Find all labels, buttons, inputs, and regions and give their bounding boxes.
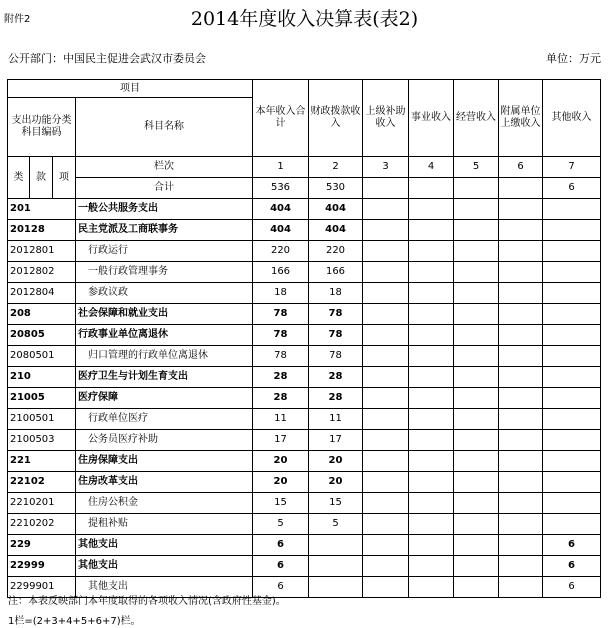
row-value: 404 [309, 199, 363, 220]
row-value: 78 [309, 346, 363, 367]
row-subject-name: 医疗保障 [76, 388, 253, 409]
row-value [499, 556, 543, 577]
row-code: 21005 [8, 388, 76, 409]
row-subject-name: 民主党派及工商联事务 [76, 220, 253, 241]
row-value: 11 [253, 409, 309, 430]
col-number: 5 [454, 157, 499, 178]
income-table [7, 79, 601, 598]
row-subject-name: 行政单位医疗 [76, 409, 253, 430]
row-code: 2299901 [8, 577, 76, 598]
row-code: 2012801 [8, 241, 76, 262]
row-value [363, 283, 409, 304]
row-value [543, 283, 601, 304]
row-value [499, 577, 543, 598]
department-label: 公开部门：中国民主促进会武汉市委员会 [8, 52, 206, 65]
header-section: 款 [30, 157, 53, 199]
row-value [409, 493, 454, 514]
row-value [499, 367, 543, 388]
table-row [8, 472, 601, 493]
total-value [363, 178, 409, 199]
table-row [8, 388, 601, 409]
row-value [409, 556, 454, 577]
row-value: 28 [253, 388, 309, 409]
row-value: 404 [253, 199, 309, 220]
row-value [454, 493, 499, 514]
row-value: 20 [253, 472, 309, 493]
row-value [454, 388, 499, 409]
row-value: 20 [309, 472, 363, 493]
row-value [409, 472, 454, 493]
row-value: 18 [253, 283, 309, 304]
header-col-2: 财政拨款收入 [309, 80, 363, 157]
row-value [543, 388, 601, 409]
row-value [454, 556, 499, 577]
header-subject-name: 科目名称 [76, 98, 253, 157]
row-value [499, 325, 543, 346]
row-value: 11 [309, 409, 363, 430]
row-value: 6 [543, 577, 601, 598]
row-value [543, 367, 601, 388]
row-value [363, 409, 409, 430]
row-value [543, 262, 601, 283]
row-value [454, 304, 499, 325]
row-value [454, 577, 499, 598]
row-value [499, 220, 543, 241]
row-value [409, 199, 454, 220]
row-value [499, 472, 543, 493]
table-row [8, 325, 601, 346]
row-subject-name: 其他支出 [76, 556, 253, 577]
table-row [8, 283, 601, 304]
row-value [499, 409, 543, 430]
total-value: 536 [253, 178, 309, 199]
header-col-4: 事业收入 [409, 80, 454, 157]
row-code: 2210201 [8, 493, 76, 514]
col-number: 7 [543, 157, 601, 178]
row-value [309, 577, 363, 598]
total-label: 合计 [76, 178, 253, 199]
row-subject-name: 行政事业单位离退休 [76, 325, 253, 346]
unit-label: 单位：万元 [546, 52, 601, 65]
table-row [8, 199, 601, 220]
row-subject-name: 一般行政管理事务 [76, 262, 253, 283]
row-code: 2012802 [8, 262, 76, 283]
row-value [309, 556, 363, 577]
row-value: 166 [309, 262, 363, 283]
row-value [409, 535, 454, 556]
row-code: 2100501 [8, 409, 76, 430]
row-value [409, 304, 454, 325]
row-value [543, 199, 601, 220]
row-value [409, 430, 454, 451]
table-row [8, 493, 601, 514]
row-code: 20128 [8, 220, 76, 241]
row-value [363, 493, 409, 514]
col-number: 6 [499, 157, 543, 178]
row-value [363, 430, 409, 451]
row-value [363, 220, 409, 241]
row-value [409, 325, 454, 346]
note-2: 1栏=(2+3+4+5+6+7)栏。 [8, 616, 141, 627]
row-value: 5 [253, 514, 309, 535]
table-row [8, 304, 601, 325]
row-code: 22102 [8, 472, 76, 493]
note-1: 注：本表反映部门本年度取得的各项收入情况(含政府性基金)。 [8, 596, 286, 607]
row-value [543, 409, 601, 430]
row-value [499, 283, 543, 304]
row-value: 78 [253, 325, 309, 346]
row-value: 28 [309, 367, 363, 388]
row-value [454, 346, 499, 367]
total-value [454, 178, 499, 199]
row-code: 221 [8, 451, 76, 472]
row-value: 20 [253, 451, 309, 472]
row-subject-name: 其他支出 [76, 577, 253, 598]
row-value [363, 304, 409, 325]
header-item: 项目 [8, 80, 253, 98]
table-row [8, 430, 601, 451]
row-subject-name: 提租补贴 [76, 514, 253, 535]
row-subject-name: 行政运行 [76, 241, 253, 262]
row-subject-name: 住房保障支出 [76, 451, 253, 472]
row-value [454, 241, 499, 262]
row-code: 2100503 [8, 430, 76, 451]
row-value [454, 262, 499, 283]
row-code: 201 [8, 199, 76, 220]
row-value [454, 325, 499, 346]
row-subject-name: 住房改革支出 [76, 472, 253, 493]
row-value: 166 [253, 262, 309, 283]
row-value [543, 241, 601, 262]
row-value [409, 241, 454, 262]
row-value [543, 325, 601, 346]
row-code: 20805 [8, 325, 76, 346]
row-subject-name: 医疗卫生与计划生育支出 [76, 367, 253, 388]
row-value [409, 220, 454, 241]
row-value [409, 451, 454, 472]
row-code: 208 [8, 304, 76, 325]
row-value [454, 283, 499, 304]
row-subject-name: 住房公积金 [76, 493, 253, 514]
row-value [543, 451, 601, 472]
row-value [363, 577, 409, 598]
row-value: 5 [309, 514, 363, 535]
table-row [8, 556, 601, 577]
row-value [499, 430, 543, 451]
row-value [454, 514, 499, 535]
row-value: 78 [253, 346, 309, 367]
row-code: 2080501 [8, 346, 76, 367]
row-value: 17 [309, 430, 363, 451]
table-row [8, 367, 601, 388]
row-value: 17 [253, 430, 309, 451]
col-number: 2 [309, 157, 363, 178]
row-value [499, 262, 543, 283]
page-title: 2014年度收入决算表(表2) [190, 8, 419, 30]
row-value: 28 [309, 388, 363, 409]
header-code-group: 支出功能分类科目编码 [8, 98, 76, 157]
row-value: 220 [253, 241, 309, 262]
header-col-index: 栏次 [76, 157, 253, 178]
table-row [8, 514, 601, 535]
row-value: 6 [253, 556, 309, 577]
row-value [363, 325, 409, 346]
total-value: 530 [309, 178, 363, 199]
table-row [8, 241, 601, 262]
row-value: 220 [309, 241, 363, 262]
row-value [543, 514, 601, 535]
col-number: 4 [409, 157, 454, 178]
row-value [499, 346, 543, 367]
row-value [363, 241, 409, 262]
row-value [363, 199, 409, 220]
header-col-6: 附属单位上缴收入 [499, 80, 543, 157]
row-value [499, 493, 543, 514]
row-value [454, 409, 499, 430]
row-value: 6 [543, 556, 601, 577]
table-row [8, 535, 601, 556]
col-number: 3 [363, 157, 409, 178]
row-value [409, 514, 454, 535]
row-value [543, 220, 601, 241]
row-value: 6 [253, 535, 309, 556]
row-value [409, 388, 454, 409]
row-value [543, 472, 601, 493]
row-value [309, 535, 363, 556]
row-value: 28 [253, 367, 309, 388]
row-value [454, 199, 499, 220]
row-subject-name: 参政议政 [76, 283, 253, 304]
table-row [8, 262, 601, 283]
total-value [499, 178, 543, 199]
table-row [8, 346, 601, 367]
row-value [543, 346, 601, 367]
row-value [499, 241, 543, 262]
row-value [363, 367, 409, 388]
row-value [363, 451, 409, 472]
row-value [543, 430, 601, 451]
row-value: 18 [309, 283, 363, 304]
row-value [363, 535, 409, 556]
table-row [8, 451, 601, 472]
row-value [543, 304, 601, 325]
header-item-col: 项 [53, 157, 76, 199]
row-subject-name: 归口管理的行政单位离退休 [76, 346, 253, 367]
row-value [543, 493, 601, 514]
row-value [363, 472, 409, 493]
row-value [454, 430, 499, 451]
row-value [363, 556, 409, 577]
table-row [8, 220, 601, 241]
row-subject-name: 社会保障和就业支出 [76, 304, 253, 325]
table-row [8, 409, 601, 430]
row-value: 404 [309, 220, 363, 241]
row-value [363, 388, 409, 409]
total-value: 6 [543, 178, 601, 199]
row-value [454, 367, 499, 388]
total-value [409, 178, 454, 199]
row-value: 6 [543, 535, 601, 556]
row-code: 229 [8, 535, 76, 556]
row-value [499, 535, 543, 556]
row-value [454, 220, 499, 241]
row-code: 2012804 [8, 283, 76, 304]
header-col-3: 上级补助收入 [363, 80, 409, 157]
row-value [499, 514, 543, 535]
row-value [454, 451, 499, 472]
row-value [499, 304, 543, 325]
row-value: 15 [253, 493, 309, 514]
row-value [363, 514, 409, 535]
header-col-7: 其他收入 [543, 80, 601, 157]
row-value [454, 472, 499, 493]
row-value: 20 [309, 451, 363, 472]
row-value [409, 346, 454, 367]
header-col-5: 经营收入 [454, 80, 499, 157]
row-value: 6 [253, 577, 309, 598]
row-value [409, 262, 454, 283]
row-value: 78 [309, 325, 363, 346]
row-value [409, 577, 454, 598]
row-value [409, 283, 454, 304]
row-value: 404 [253, 220, 309, 241]
row-value: 78 [253, 304, 309, 325]
row-value: 15 [309, 493, 363, 514]
row-value [499, 388, 543, 409]
row-subject-name: 其他支出 [76, 535, 253, 556]
attachment-label: 附件2 [4, 14, 31, 25]
row-value [363, 262, 409, 283]
header-class: 类 [8, 157, 30, 199]
row-value [409, 409, 454, 430]
header-col-1: 本年收入合计 [253, 80, 309, 157]
row-subject-name: 公务员医疗补助 [76, 430, 253, 451]
row-value [499, 199, 543, 220]
row-value: 78 [309, 304, 363, 325]
row-code: 22999 [8, 556, 76, 577]
row-value [363, 346, 409, 367]
row-code: 210 [8, 367, 76, 388]
row-value [409, 367, 454, 388]
row-value [499, 451, 543, 472]
row-subject-name: 一般公共服务支出 [76, 199, 253, 220]
col-number: 1 [253, 157, 309, 178]
row-code: 2210202 [8, 514, 76, 535]
row-value [454, 535, 499, 556]
